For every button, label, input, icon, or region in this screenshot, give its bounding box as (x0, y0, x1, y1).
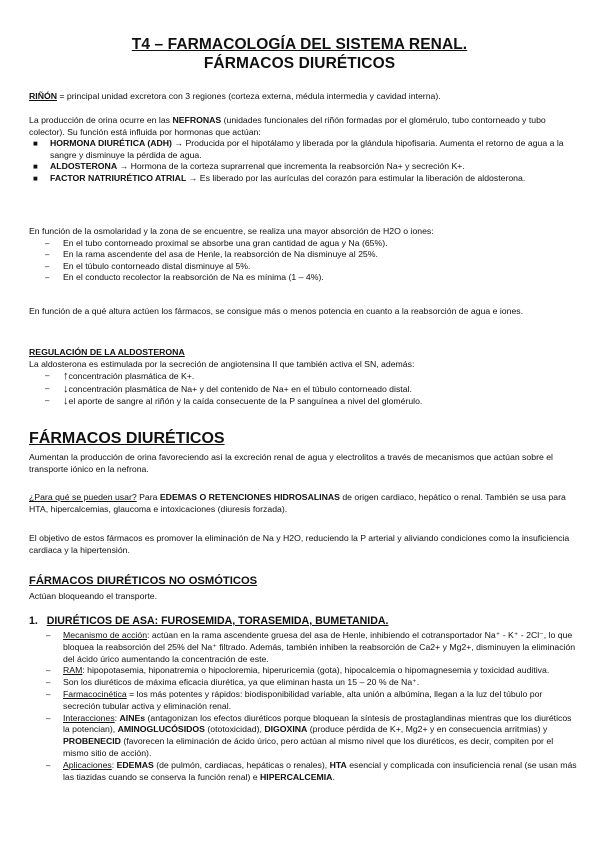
list-item-text: En el túbulo contorneado distal disminuye al 5%. (63, 260, 251, 271)
dash-icon: – (45, 238, 50, 248)
list-item (29, 395, 577, 407)
inter-bold: AINEs (119, 712, 146, 723)
hormone-name: ALDOSTERONA (50, 161, 118, 172)
list-item (46, 760, 577, 784)
list-item (46, 689, 577, 713)
dash-icon: – (46, 713, 51, 723)
list-item (29, 238, 577, 250)
produccion-post: (unidades funcionales del riñón formadas por el glomérulo, tubo contorneado y tubo colector). Su función está influida por hormonas que actúan: (29, 115, 546, 137)
produccion-section (29, 115, 577, 185)
aldosterona-intro: La aldosterona es estimulada por la secreción de angiotensina II que también activa el SN, además: (29, 358, 415, 369)
asa-heading (29, 615, 388, 627)
title-line-1: T4 – FARMACOLOGÍA DEL SISTEMA RENAL. (131, 36, 468, 53)
apli-text: esencial y complicada con insuficiencia renal (se usan más las tiazidas cuando se conserva la función renal) e (63, 759, 577, 782)
objetivo-paragraph: El objetivo de estos fármacos es promover la eliminación de Na y H2O, reduciendo la P arterial y aliviando condiciones como la insuficiencia cardiaca y la hipertensión. (29, 533, 570, 555)
no-osmoticos-intro: Actúan bloqueando el transporte. (29, 591, 157, 601)
list-item-text: concentración plasmática de Na+ y del contenido de Na+ en el túbulo contorneado distal. (68, 383, 412, 394)
apli-text: . (332, 771, 335, 782)
dash-icon: – (46, 678, 51, 688)
apli-bold: HIPERCALCEMIA (260, 771, 333, 782)
aldosterona-list (29, 370, 577, 407)
uso-question: ¿Para qué se pueden usar? (29, 492, 137, 502)
asa-number: 1. (29, 615, 38, 627)
list-item (29, 138, 577, 161)
list-item (46, 630, 577, 665)
diureticos-intro: Aumentan la producción de orina favoreciendo así la excreción renal de agua y electrolitos a través de mecanismos que actúan sobre el transporte iónico en la nefrona. (29, 452, 553, 474)
altura-paragraph: En función de a qué altura actúen los fármacos, se consigue más o menos potencia en cuanto a la reabsorción de agua e iones. (29, 306, 524, 316)
inter-bold: AMINOGLUCÓSIDOS (117, 724, 205, 735)
nefronas-term: NEFRONAS (172, 115, 222, 125)
list-item (29, 272, 577, 284)
rinon-paragraph (29, 91, 577, 103)
osmolaridad-intro: En función de la osmolaridad y la zona de se encuentre, se realiza una mayor absorción de H2O o iones: (29, 226, 434, 236)
bullet-icon: ■ (33, 139, 38, 149)
farmaco-label: Farmacocinética (63, 688, 127, 699)
dash-icon: – (45, 250, 50, 260)
list-item-text: En el tubo contorneado proximal se absorbe una gran cantidad de agua y Na (65%). (63, 237, 388, 248)
arrow-up-icon: ↑ (63, 370, 69, 383)
document-subtitle (0, 55, 599, 73)
inter-bold: DIGOXINA (264, 724, 308, 735)
list-item (46, 665, 577, 677)
apli-text: (de pulmón, cardiacas, hepáticas o renales), (153, 759, 330, 770)
list-item-text: concentración plasmática de K+. (68, 371, 195, 382)
arrow-down-icon: ↓ (63, 382, 69, 395)
ram-label: RAM (63, 665, 83, 676)
dash-icon: – (45, 383, 50, 393)
dash-icon: – (46, 760, 51, 770)
inter-text: : (114, 712, 120, 723)
list-item-text: En el conducto recolector la reabsorción de Na es mínima (1 – 4%). (63, 272, 324, 283)
list-item (29, 370, 577, 382)
dash-icon: – (46, 666, 51, 676)
apli-label: Aplicaciones (63, 759, 112, 770)
inter-bold: PROBENECID (63, 736, 121, 747)
list-item (46, 713, 577, 760)
inter-text: (ototoxicidad), (204, 724, 265, 735)
produccion-pre: La producción de orina ocurre en las (29, 115, 173, 125)
apli-bold: EDEMAS (116, 759, 154, 770)
aldosterona-section (29, 347, 577, 407)
osmolaridad-section (29, 226, 577, 284)
uso-pre: Para (136, 492, 160, 502)
bullet-icon: ■ (33, 162, 38, 172)
list-item (46, 677, 577, 689)
hormone-name: HORMONA DIURÉTICA (ADH) (50, 138, 172, 149)
inter-text: (favorecen la eliminación de ácido úrico, pero actúan al mismo nivel que los diuréticos, es decir, compiten por el mismo sitio de acción). (63, 736, 554, 758)
aldosterona-heading: REGULACIÓN DE LA ALDOSTERONA (29, 347, 185, 357)
uso-post: de origen cardiaco, hepático o renal. También se usa para HTA, hipercalcemias, glaucoma e intoxicaciones (diuresis forzada). (29, 492, 566, 514)
arrow-down-icon: ↓ (63, 395, 69, 407)
inter-text: (produce pérdida de K+, Mg2+ y en consecuencia arritmias) y (307, 724, 548, 735)
inter-label: Interacciones (63, 712, 115, 723)
mecanismo-label: Mecanismo de acción (63, 630, 148, 640)
dash-icon: – (46, 689, 51, 699)
title-line-2: FÁRMACOS DIURÉTICOS (203, 55, 396, 72)
ram-text: : hipopotasemia, hiponatremia o hipocloremia, hiperuricemia (gota), hipocalcemia o hipomagnesemia y toxicidad auditiva. (82, 665, 550, 676)
inter-text: (antagonizan los efectos diuréticos porque bloquean la síntesis de prostaglandinas mientras que los diuréticos la potencian), (63, 712, 572, 735)
uso-bold: EDEMAS O RETENCIONES HIDROSALINAS (159, 492, 340, 502)
dash-icon: – (45, 261, 50, 271)
list-item-text: En la rama ascendente del asa de Henle, la reabsorción de Na disminuye al 25%. (63, 249, 378, 260)
asa-heading-text: DIURÉTICOS DE ASA: FUROSEMIDA, TORASEMIDA, BUMETANIDA. (46, 615, 389, 627)
rinon-term: RIÑÓN (29, 91, 57, 101)
list-item (29, 261, 577, 273)
list-item (29, 383, 577, 395)
document-title (0, 36, 599, 54)
farmaco-text: = los más potentes y rápidos: biodisponibilidad variable, alta unión a albúmina, llegan a la luz del túbulo por secreción tubular activa y eliminación renal. (63, 688, 543, 711)
uso-paragraph (29, 492, 577, 515)
hormone-text: → Producida por el hipotálamo y liberada por la glándula hipofisaria. Aumenta el retorno de agua a la sangre y disminuye la pérdida de agua. (50, 138, 564, 160)
diureticos-heading: FÁRMACOS DIURÉTICOS (29, 430, 225, 447)
list-item (29, 249, 577, 261)
list-item (29, 161, 577, 173)
bullet-icon: ■ (33, 173, 38, 183)
hormone-name: FACTOR NATRIURÉTICO ATRIAL (50, 172, 187, 183)
asa-list (46, 630, 577, 783)
dash-icon: – (45, 273, 50, 283)
no-osmoticos-heading: FÁRMACOS DIURÉTICOS NO OSMÓTICOS (29, 575, 258, 587)
dash-icon: – (45, 396, 50, 405)
hormone-text: → Es liberado por las aurículas del corazón para estimular la liberación de aldosterona. (186, 172, 526, 183)
mecanismo-text: : actúan en la rama ascendente gruesa del asa de Henle, inhibiendo el cotransportador Na⁺ - K⁺ - 2Cl⁻, lo que bloquea la reabsorción del 25% del Na⁺ filtrado. Además, también inhiben la reabsorción de Ca2+ y Mg2+, disminuyen la eliminación del ácido úrico aumentando la concentración de este. (63, 630, 576, 664)
eficacia-text: Son los diuréticos de máxima eficacia diurética, ya que eliminan hasta un 15 – 20 % de Na⁺. (63, 677, 420, 688)
list-item-text: el aporte de sangre al riñón y la caída consecuente de la P sanguínea a nivel del glomérulo. (68, 396, 423, 406)
dash-icon: – (45, 371, 50, 381)
asa-section (46, 630, 577, 783)
osmolaridad-list (29, 238, 577, 284)
dash-icon: – (46, 631, 51, 640)
rinon-text: = principal unidad excretora con 3 regiones (corteza externa, médula intermedia y cavidad interna). (57, 91, 441, 101)
apli-bold: HTA (329, 759, 347, 770)
list-item (29, 173, 577, 185)
produccion-paragraph (29, 115, 577, 138)
apli-text: : (111, 759, 117, 770)
hormone-text: → Hormona de la corteza suprarrenal que incrementa la reabsorción Na+ y secreción K+. (117, 161, 465, 172)
hormones-list (29, 138, 577, 184)
